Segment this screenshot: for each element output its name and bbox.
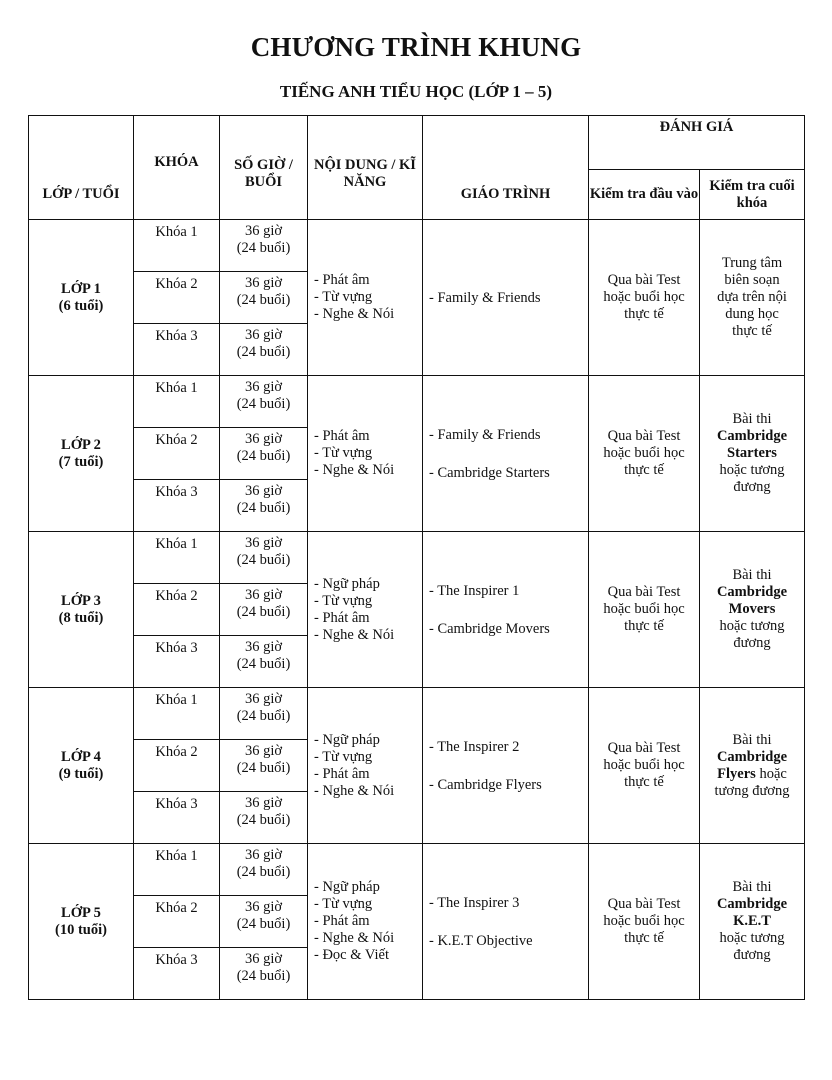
- content-item: - Ngữ pháp: [314, 731, 380, 748]
- sessions-value: (24 buổi): [236, 552, 291, 568]
- page-title: CHƯƠNG TRÌNH KHUNG: [250, 32, 582, 62]
- sessions-value: (24 buổi): [236, 448, 291, 464]
- textbook-item: - Family & Friends: [429, 426, 541, 443]
- header-lop: LỚP / TUỔI: [29, 116, 134, 220]
- course-cell: Khóa 3: [134, 480, 220, 532]
- hours-cell: [220, 896, 308, 948]
- table-row: [29, 844, 805, 896]
- entry-test-line: thực tế: [624, 930, 664, 946]
- final-test-exam: Cambridge: [716, 896, 788, 912]
- hours-value: 36 giờ: [244, 223, 283, 239]
- final-test-line: hoặc tương: [719, 930, 785, 946]
- content-item: - Ngữ pháp: [314, 575, 380, 592]
- grade-label: LỚP 2: [61, 436, 101, 453]
- content-item: - Từ vựng: [314, 289, 373, 305]
- final-test-cell: [700, 220, 805, 376]
- grade-label: LỚP 3: [61, 592, 101, 609]
- final-test-level: K.E.T: [733, 913, 771, 929]
- entry-test-line: hoặc buổi học: [603, 445, 685, 461]
- sessions-value: (24 buổi): [236, 604, 291, 620]
- textbook-item: - Family & Friends: [429, 289, 541, 306]
- entry-test-line: hoặc buổi học: [603, 601, 685, 617]
- sessions-value: (24 buổi): [236, 864, 291, 880]
- course-cell: Khóa 3: [134, 324, 220, 376]
- final-test-line: Trung tâm: [721, 255, 783, 271]
- hours-cell: [220, 480, 308, 532]
- final-test-exam: Cambridge: [716, 428, 788, 444]
- content-item: - Phát âm: [314, 272, 370, 288]
- final-test-cell: [700, 844, 805, 1000]
- entry-test-line: hoặc buổi học: [603, 289, 685, 305]
- entry-test-line: thực tế: [624, 774, 664, 790]
- content-cell: [308, 532, 423, 688]
- entry-test-cell: [589, 688, 700, 844]
- hours-cell: [220, 272, 308, 324]
- grade-age: (9 tuổi): [58, 765, 104, 782]
- final-test-exam: Cambridge: [716, 748, 788, 765]
- entry-test-line: Qua bài Test: [607, 428, 681, 444]
- course-cell: Khóa 2: [134, 740, 220, 792]
- final-test-line: đương: [733, 947, 771, 963]
- final-test-cell: [700, 532, 805, 688]
- course-cell: Khóa 2: [134, 896, 220, 948]
- course-cell: Khóa 2: [134, 428, 220, 480]
- content-cell: [308, 844, 423, 1000]
- final-test-line: tương đương: [714, 782, 790, 799]
- hours-cell: [220, 844, 308, 896]
- final-test-cell: [700, 376, 805, 532]
- entry-test-cell: [589, 532, 700, 688]
- hours-value: 36 giờ: [244, 795, 283, 811]
- grade-label: LỚP 1: [61, 280, 101, 297]
- grade-age: (10 tuổi): [55, 921, 107, 938]
- hours-value: 36 giờ: [244, 275, 283, 291]
- header-danhgia: ĐÁNH GIÁ: [589, 116, 805, 170]
- textbook-item: - The Inspirer 3: [429, 894, 520, 911]
- course-cell: Khóa 3: [134, 636, 220, 688]
- final-test-line: Bài thi: [732, 879, 772, 895]
- content-item: - Nghe & Nói: [314, 462, 395, 478]
- grade-cell: [29, 376, 134, 532]
- hours-value: 36 giờ: [244, 587, 283, 603]
- table-row: [29, 532, 805, 584]
- final-test-exam: Cambridge: [716, 584, 788, 600]
- hours-cell: [220, 428, 308, 480]
- entry-test-line: hoặc buổi học: [603, 757, 685, 773]
- grade-label: LỚP 5: [61, 904, 101, 921]
- hours-value: 36 giờ: [244, 483, 283, 499]
- content-cell: [308, 376, 423, 532]
- grade-cell: [29, 688, 134, 844]
- entry-test-cell: [589, 844, 700, 1000]
- content-item: - Nghe & Nói: [314, 306, 395, 322]
- hours-value: 36 giờ: [244, 743, 283, 759]
- grade-cell: [29, 220, 134, 376]
- hours-value: 36 giờ: [244, 951, 283, 967]
- header-kiemtra-dauvao: Kiểm tra đầu vào: [589, 170, 700, 220]
- final-test-line: đương: [733, 635, 771, 651]
- sessions-value: (24 buổi): [236, 812, 291, 828]
- sessions-value: (24 buổi): [236, 708, 291, 724]
- hours-value: 36 giờ: [244, 691, 283, 707]
- textbook-cell: [423, 688, 589, 844]
- hours-value: 36 giờ: [244, 847, 283, 863]
- content-item: - Đọc & Viết: [314, 947, 389, 963]
- grade-cell: [29, 844, 134, 1000]
- content-item: - Nghe & Nói: [314, 782, 395, 799]
- content-item: - Từ vựng: [314, 445, 373, 461]
- header-khoa: KHÓA: [134, 116, 220, 220]
- hours-cell: [220, 220, 308, 272]
- final-test-line: hoặc tương: [719, 618, 785, 634]
- sessions-value: (24 buổi): [236, 656, 291, 672]
- course-cell: Khóa 2: [134, 272, 220, 324]
- course-cell: Khóa 1: [134, 376, 220, 428]
- sessions-value: (24 buổi): [236, 396, 291, 412]
- content-item: - Từ vựng: [314, 896, 373, 912]
- final-test-line: Bài thi: [732, 731, 772, 748]
- textbook-item: - Cambridge Movers: [429, 620, 550, 637]
- course-cell: Khóa 1: [134, 532, 220, 584]
- final-test-cell: [700, 688, 805, 844]
- sessions-value: (24 buổi): [236, 292, 291, 308]
- textbook-item: - Cambridge Starters: [429, 464, 550, 481]
- course-cell: Khóa 1: [134, 220, 220, 272]
- entry-test-cell: [589, 220, 700, 376]
- content-item: - Phát âm: [314, 765, 370, 782]
- content-item: - Phát âm: [314, 609, 370, 626]
- grade-cell: [29, 532, 134, 688]
- final-test-line: dung học: [725, 306, 779, 322]
- content-item: - Phát âm: [314, 913, 370, 929]
- page-subtitle: TIẾNG ANH TIỂU HỌC (LỚP 1 – 5): [279, 82, 553, 101]
- grade-age: (7 tuổi): [58, 453, 104, 470]
- entry-test-line: thực tế: [624, 306, 664, 322]
- textbook-cell: [423, 844, 589, 1000]
- table-row: [29, 220, 805, 272]
- final-test-line: dựa trên nội: [717, 289, 787, 305]
- hours-cell: [220, 948, 308, 1000]
- final-test-line: [700, 766, 804, 783]
- textbook-item: - Cambridge Flyers: [429, 776, 542, 793]
- textbook-cell: [423, 532, 589, 688]
- course-cell: Khóa 2: [134, 584, 220, 636]
- final-test-level: Flyers: [717, 765, 756, 782]
- course-cell: Khóa 3: [134, 792, 220, 844]
- content-cell: [308, 688, 423, 844]
- final-test-line: thực tế: [732, 323, 772, 339]
- hours-value: 36 giờ: [244, 639, 283, 655]
- hours-value: 36 giờ: [244, 379, 283, 395]
- grade-age: (8 tuổi): [58, 609, 104, 626]
- hours-value: 36 giờ: [244, 899, 283, 915]
- entry-test-line: thực tế: [624, 462, 664, 478]
- table-row: [29, 376, 805, 428]
- final-test-line: biên soạn: [724, 272, 780, 288]
- content-item: - Phát âm: [314, 428, 370, 444]
- hours-cell: [220, 532, 308, 584]
- hours-cell: [220, 584, 308, 636]
- entry-test-line: Qua bài Test: [607, 272, 681, 288]
- hours-cell: [220, 376, 308, 428]
- final-test-line: Bài thi: [732, 411, 772, 427]
- content-item: - Ngữ pháp: [314, 879, 380, 895]
- entry-test-line: Qua bài Test: [607, 584, 681, 600]
- header-giaotrinh: GIÁO TRÌNH: [423, 116, 589, 220]
- final-test-level: Movers: [728, 601, 776, 617]
- content-item: - Từ vựng: [314, 748, 373, 765]
- textbook-cell: [423, 220, 589, 376]
- curriculum-table: [28, 115, 805, 1000]
- content-cell: [308, 220, 423, 376]
- header-sogio: SỐ GIỜ / BUỔI: [220, 116, 308, 220]
- textbook-item: - The Inspirer 1: [429, 582, 520, 599]
- hours-value: 36 giờ: [244, 431, 283, 447]
- hours-cell: [220, 688, 308, 740]
- hours-value: 36 giờ: [244, 535, 283, 551]
- final-test-or: hoặc: [759, 765, 787, 782]
- hours-cell: [220, 792, 308, 844]
- hours-cell: [220, 740, 308, 792]
- content-item: - Nghe & Nói: [314, 930, 395, 946]
- course-cell: Khóa 1: [134, 844, 220, 896]
- final-test-line: Bài thi: [732, 567, 772, 583]
- header-noidung: NỘI DUNG / KĨ NĂNG: [308, 116, 423, 220]
- grade-label: LỚP 4: [61, 748, 101, 765]
- entry-test-line: hoặc buổi học: [603, 913, 685, 929]
- hours-cell: [220, 636, 308, 688]
- textbook-item: - K.E.T Objective: [429, 932, 533, 949]
- sessions-value: (24 buổi): [236, 760, 291, 776]
- content-item: - Nghe & Nói: [314, 626, 395, 643]
- sessions-value: (24 buổi): [236, 344, 291, 360]
- course-cell: Khóa 1: [134, 688, 220, 740]
- grade-age: (6 tuổi): [58, 297, 104, 314]
- table-row: [29, 688, 805, 740]
- content-item: - Từ vựng: [314, 592, 373, 609]
- entry-test-cell: [589, 376, 700, 532]
- textbook-cell: [423, 376, 589, 532]
- sessions-value: (24 buổi): [236, 500, 291, 516]
- header-kiemtra-cuoikhoa: Kiểm tra cuối khóa: [700, 170, 805, 220]
- sessions-value: (24 buổi): [236, 968, 291, 984]
- final-test-line: hoặc tương: [719, 462, 785, 478]
- course-cell: Khóa 3: [134, 948, 220, 1000]
- entry-test-line: Qua bài Test: [607, 740, 681, 756]
- textbook-item: - The Inspirer 2: [429, 738, 520, 755]
- final-test-level: Starters: [727, 445, 777, 461]
- hours-cell: [220, 324, 308, 376]
- entry-test-line: thực tế: [624, 618, 664, 634]
- entry-test-line: Qua bài Test: [607, 896, 681, 912]
- hours-value: 36 giờ: [244, 327, 283, 343]
- final-test-line: đương: [733, 479, 771, 495]
- sessions-value: (24 buổi): [236, 240, 291, 256]
- sessions-value: (24 buổi): [236, 916, 291, 932]
